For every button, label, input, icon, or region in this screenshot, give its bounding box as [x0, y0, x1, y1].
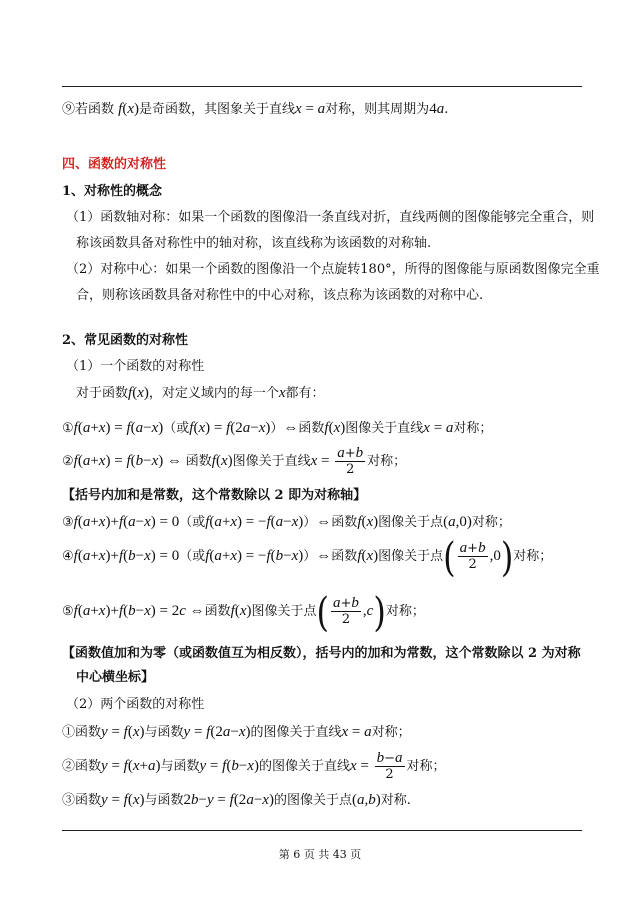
intro-line: 对于函数f(x)，对定义域内的每一个x都有： [76, 385, 325, 401]
center-symmetry-para-line2: 合，则称该函数具备对称性中的中心对称，该点称为该函数的对称中心. [76, 288, 484, 303]
pair-item-1: ①函数y = f(x)与函数y = f(2a−x)的图像关于直线x = a对称； [62, 724, 411, 740]
note-center-line1: 【函数值加和为零（或函数值互为相反数），括号内的加和为常数，这个常数除以 2 为对称 [62, 646, 581, 661]
subsection-heading-2: 2、常见函数的对称性 [62, 333, 189, 348]
symmetry-item-4: ④f(a+x)+f(b−x) = 0（或f(a+x) = −f(b−x)）⇔函数f(x)图像关于点( $\frac{a+b}{2}$ ,0)对称； [62, 532, 553, 581]
pair-item-2: ②函数y = f(x+a)与函数y = f(b−x)的图像关于直线x = $\frac{b-a}{2}$ 对称； [62, 750, 446, 782]
periodicity-item-9: ⑨若函数 f(x)是奇函数，其图象关于直线x = a对称，则其周期为4a. [62, 101, 449, 117]
symmetry-item-1: ①f(a+x) = f(a−x)（或f(x) = f(2a−x)）⇔函数f(x)图像关于直线x = a对称； [62, 420, 493, 436]
symmetry-item-5: ⑤f(a+x)+f(b−x) = 2c ⇔函数f(x)图像关于点( $\frac{a+b}{2}$ ,c)对称； [62, 587, 425, 636]
symmetry-item-2: ②f(a+x) = f(b−x) ⇔ 函数f(x)图像关于直线x = $\frac{a+b}{2}$ 对称； [62, 445, 407, 477]
header-rule [62, 86, 582, 87]
note-axis: 【括号内加和是常数，这个常数除以 2 即为对称轴】 [62, 488, 367, 503]
note-center-line2: 中心横坐标】 [76, 670, 155, 685]
one-function-heading: （1）一个函数的对称性 [66, 359, 205, 374]
subsection-heading-1: 1、对称性的概念 [62, 184, 163, 199]
footer-rule [62, 830, 582, 831]
symmetry-item-3: ③f(a+x)+f(a−x) = 0（或f(a+x) = −f(a−x)）⇔函数f(x)图像关于点(a,0)对称； [62, 514, 511, 530]
page-number: 第 6 页 共 43 页 [278, 848, 362, 861]
axis-symmetry-para-line1: （1）函数轴对称：如果一个函数的图像沿一条直线对折，直线两侧的图像能够完全重合，则 [66, 210, 595, 225]
pair-item-3: ③函数y = f(x)与函数2b−y = f(2a−x)的图像关于点(a,b)对称. [62, 792, 411, 808]
center-symmetry-para-line1: （2）对称中心：如果一个函数的图像沿一个点旋转180°，所得的图像能与原函数图像完全重 [66, 262, 600, 277]
axis-symmetry-para-line2: 称该函数具备对称性中的轴对称，该直线称为该函数的对称轴. [76, 236, 432, 251]
section-heading: 四、函数的对称性 [62, 157, 167, 172]
two-functions-heading: （2）两个函数的对称性 [66, 697, 205, 712]
